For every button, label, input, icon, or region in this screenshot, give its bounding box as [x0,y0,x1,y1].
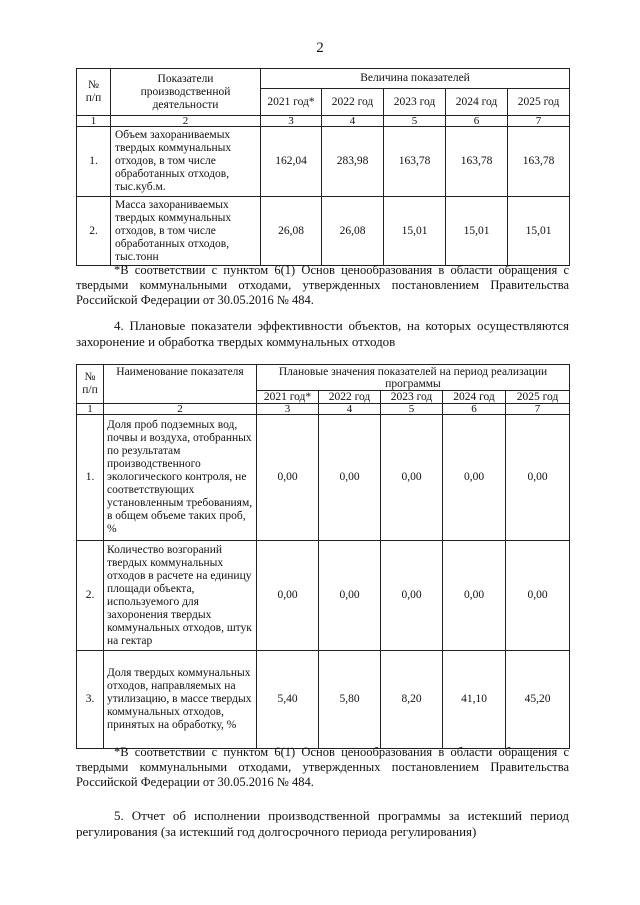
row-value: 5,40 [257,651,319,749]
row-indicator: Объем захораниваемых твердых коммунальных отходов, в том числе обработанных отходов, тыс.куб.м. [111,127,261,197]
page-number: 2 [316,40,324,56]
row-value: 0,00 [381,541,443,651]
index-cell: 7 [508,116,570,127]
row-value: 0,00 [381,415,443,541]
index-cell: 1 [77,404,104,415]
index-cell: 2 [111,116,261,127]
row-indicator: Доля проб подземных вод, почвы и воздуха, отобранных по результатам производственного экологического контроля, не соответствующих установленным требованиям, в общем объеме таких проб, % [104,415,257,541]
row-indicator: Доля твердых коммунальных отходов, направляемых на утилизацию, в массе твердых коммунальных отходов, принятых на обработку, % [104,651,257,749]
index-cell: 3 [257,404,319,415]
footnote: *В соответствии с пунктом 6(1) Основ ценообразования в области обращения с твердыми коммунальными отходами, утвержденных постановлением Правительства Российской Федерации от 30.05.2016 № 484. [76,745,569,789]
footnote: *В соответствии с пунктом 6(1) Основ ценообразования в области обращения с твердыми коммунальными отходами, утвержденных постановлением Правительства Российской Федерации от 30.05.2016 № 484. [76,263,569,307]
index-cell: 6 [446,116,508,127]
table-row [77,197,570,266]
row-value: 0,00 [443,541,506,651]
row-value: 0,00 [506,541,570,651]
row-num: 1. [77,415,104,541]
row-value: 0,00 [319,541,381,651]
row-num: 2. [77,541,104,651]
row-value: 5,80 [319,651,381,749]
row-num: 3. [77,651,104,749]
row-indicator: Масса захораниваемых твердых коммунальных отходов, в том числе обработанных отходов, тыс.тонн [111,197,261,266]
header-indicator: Наименование показателя [104,365,257,404]
row-value: 0,00 [319,415,381,541]
row-value: 163,78 [508,127,570,197]
index-cell: 7 [506,404,570,415]
header-year: 2021 год* [257,391,319,404]
efficiency-indicators-table [76,364,570,749]
header-values-group: Плановые значения показателей на период реализации программы [257,365,570,391]
header-num: № п/п [77,365,104,404]
row-value: 8,20 [381,651,443,749]
index-cell: 1 [77,116,111,127]
section-4-heading: 4. Плановые показатели эффективности объектов, на которых осуществляются захоронение и обработка твердых коммунальных отходов [76,318,569,349]
header-values-group: Величина показателей [261,69,570,89]
table-row [77,541,570,651]
row-value: 15,01 [384,197,446,266]
production-indicators-table [76,68,570,266]
row-value: 0,00 [257,415,319,541]
row-value: 163,78 [446,127,508,197]
row-value: 45,20 [506,651,570,749]
header-year: 2023 год [384,89,446,116]
header-year: 2022 год [319,391,381,404]
row-value: 41,10 [443,651,506,749]
index-cell: 5 [384,116,446,127]
index-cell: 3 [261,116,322,127]
row-value: 163,78 [384,127,446,197]
index-cell: 4 [322,116,384,127]
header-year: 2023 год [381,391,443,404]
header-year: 2025 год [506,391,570,404]
index-cell: 5 [381,404,443,415]
section-5-heading: 5. Отчет об исполнении производственной программы за истекший период регулирования (за истекший год долгосрочного периода регулирования) [76,808,569,839]
header-year: 2024 год [446,89,508,116]
header-indicator: Показатели производственной деятельности [111,69,261,116]
row-value: 162,04 [261,127,322,197]
header-year: 2025 год [508,89,570,116]
row-value: 0,00 [257,541,319,651]
index-cell: 6 [443,404,506,415]
index-cell: 4 [319,404,381,415]
row-value: 26,08 [322,197,384,266]
header-num: № п/п [77,69,111,116]
table-row [77,127,570,197]
table-row [77,651,570,749]
row-value: 283,98 [322,127,384,197]
row-num: 2. [77,197,111,266]
index-cell: 2 [104,404,257,415]
row-value: 15,01 [446,197,508,266]
row-value: 15,01 [508,197,570,266]
row-indicator: Количество возгораний твердых коммунальных отходов в расчете на единицу площади объекта, используемого для захоронения твердых коммунальных отходов, штук на гектар [104,541,257,651]
row-value: 0,00 [443,415,506,541]
row-value: 26,08 [261,197,322,266]
row-value: 0,00 [506,415,570,541]
header-year: 2024 год [443,391,506,404]
header-year: 2021 год* [261,89,322,116]
header-year: 2022 год [322,89,384,116]
table-row [77,415,570,541]
row-num: 1. [77,127,111,197]
